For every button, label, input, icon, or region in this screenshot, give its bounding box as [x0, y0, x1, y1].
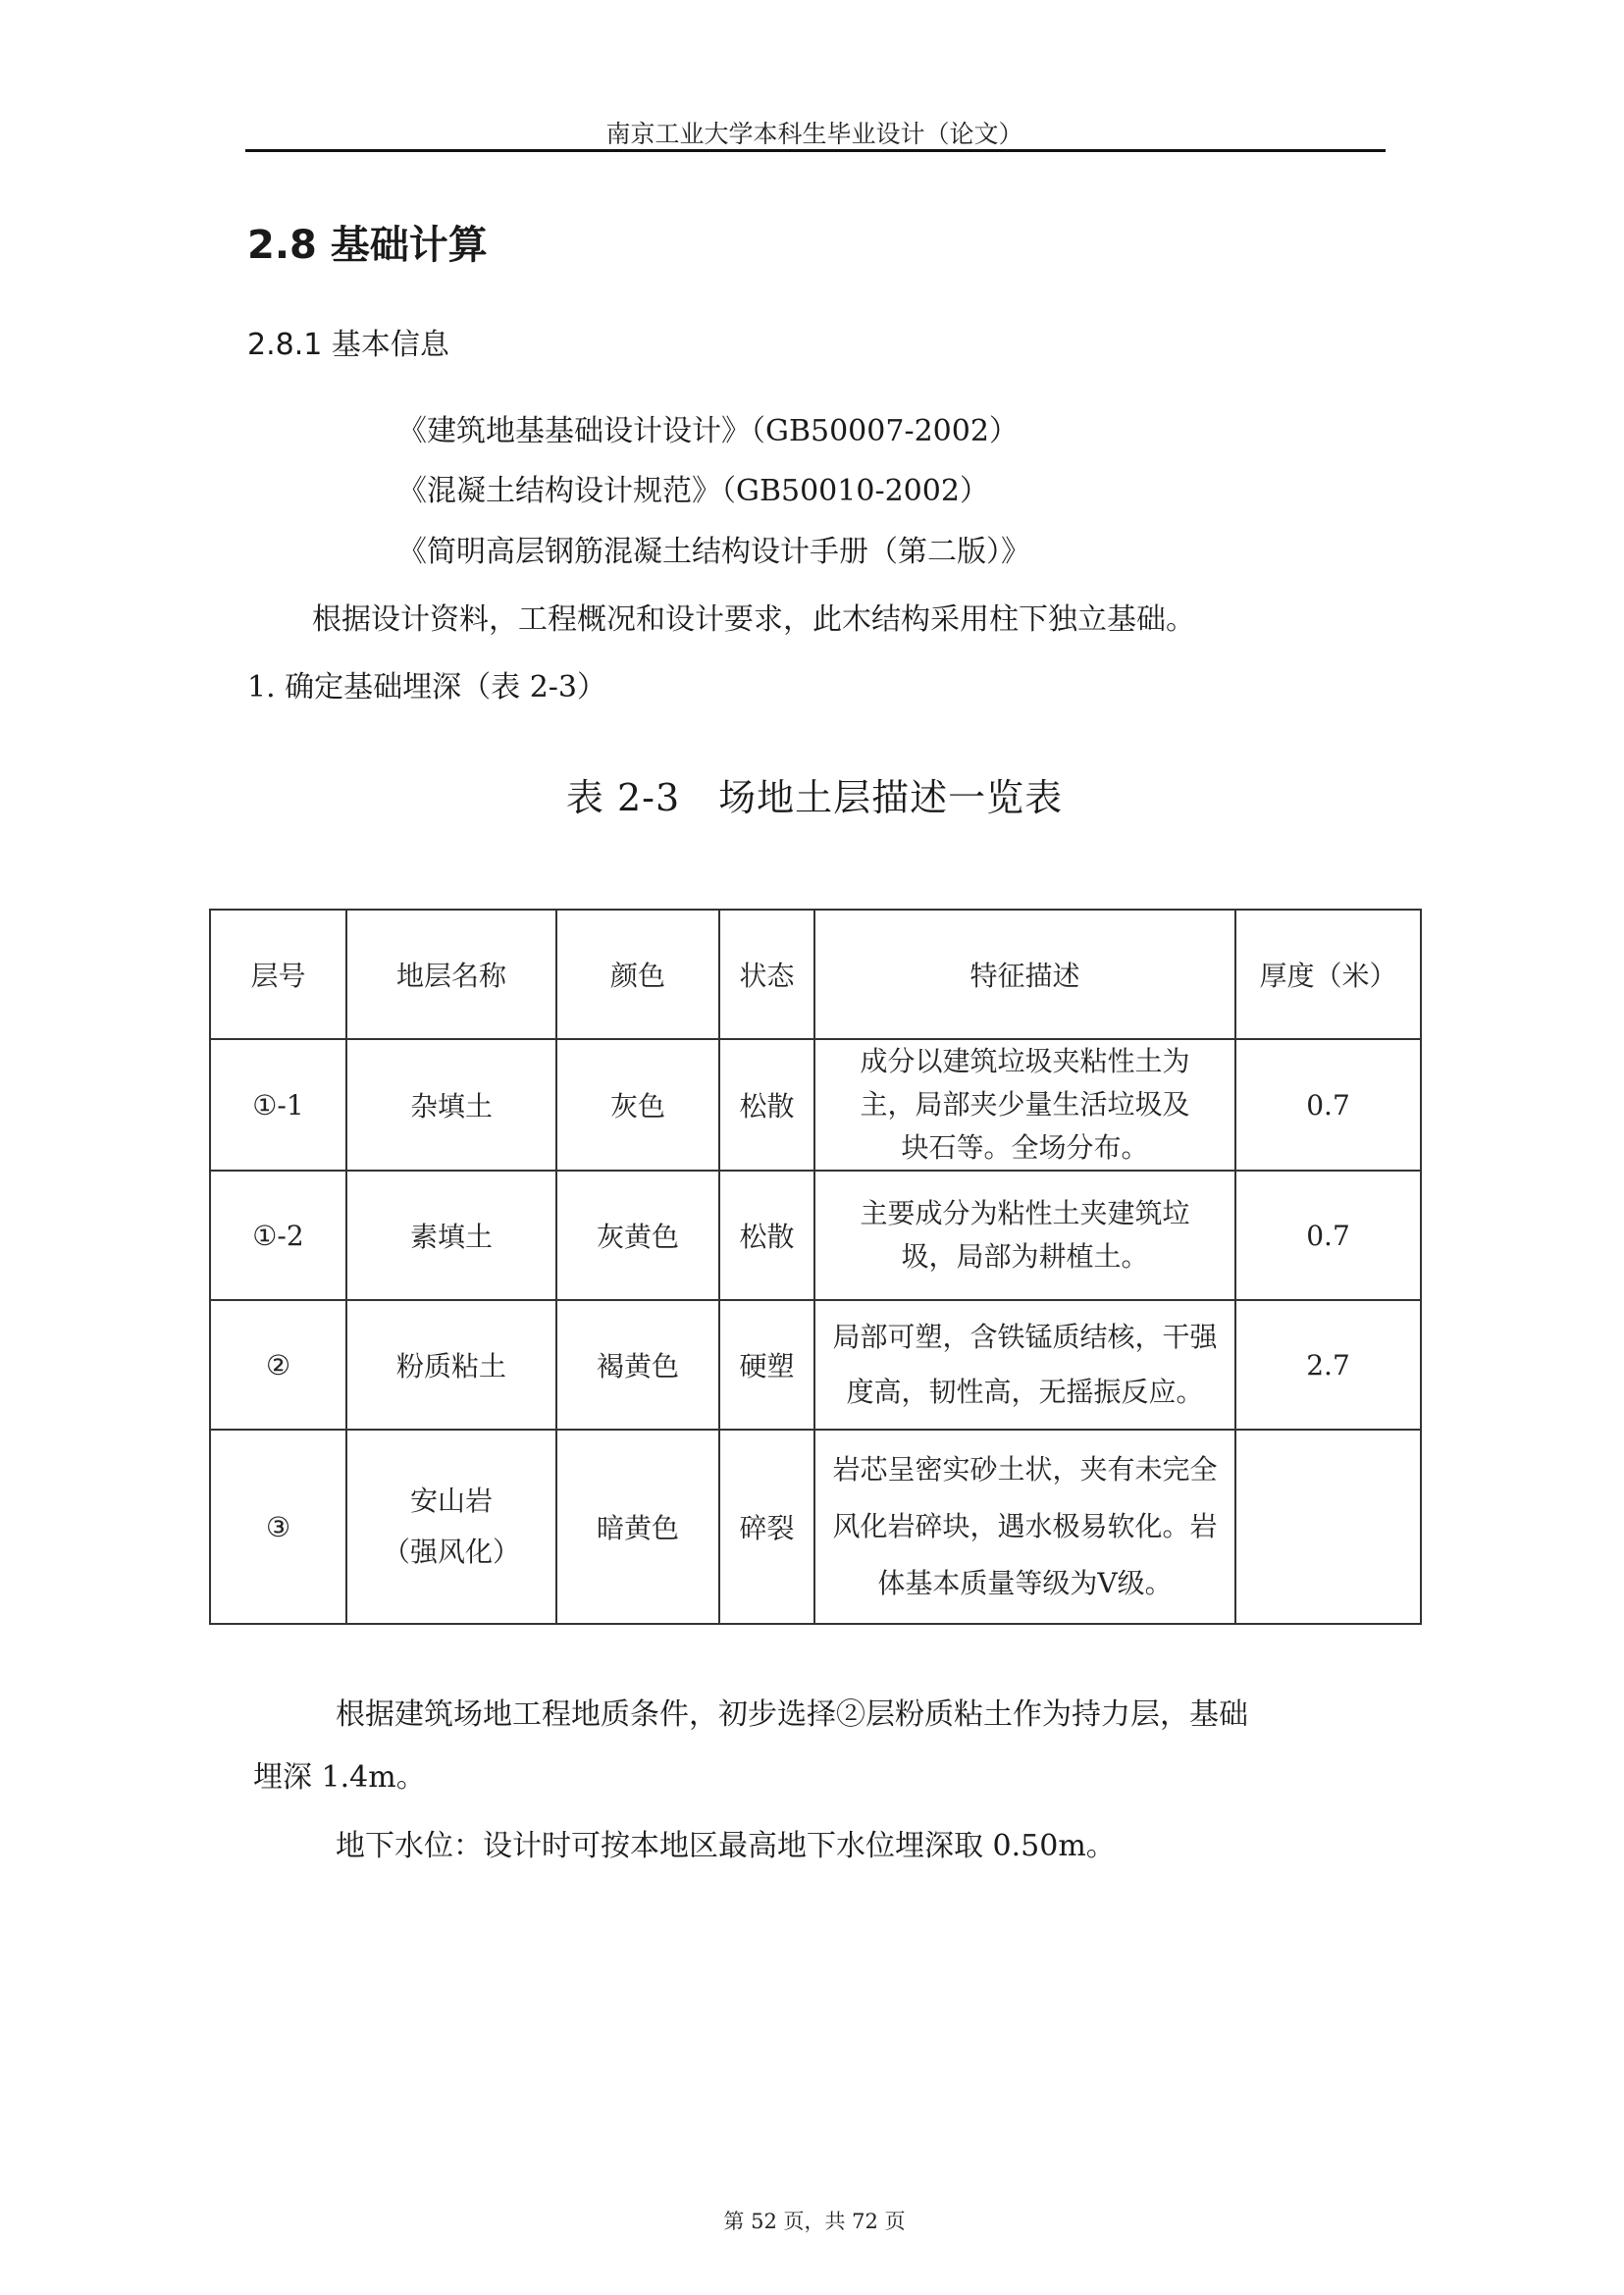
- layer-description: [814, 1039, 1235, 1171]
- layer-name-line: 安山岩: [409, 1485, 493, 1517]
- description-line: 局部可塑，含铁锰质结核，干强: [832, 1321, 1218, 1353]
- bearing-layer-paragraph: 根据建筑场地工程地质条件，初步选择②层粉质粘土作为持力层，基础: [336, 1697, 1248, 1732]
- layer-name: [346, 1430, 556, 1624]
- soil-layer-table: [209, 909, 1422, 1625]
- description-line: 块石等。全场分布。: [901, 1131, 1149, 1164]
- layer-number: ①-1: [210, 1039, 346, 1171]
- reference-line: 《混凝土结构设计规范》（GB50010-2002）: [397, 474, 989, 508]
- layer-number: ①-2: [210, 1171, 346, 1300]
- layer-name: 粉质粘土: [346, 1300, 556, 1430]
- header-cell: 特征描述: [814, 910, 1235, 1039]
- bearing-layer-paragraph-cont: 埋深 1.4m。: [253, 1760, 426, 1795]
- header-cell: 状态: [719, 910, 814, 1039]
- layer-name-line: （强风化）: [382, 1536, 520, 1568]
- description-line: 度高，韧性高，无摇振反应。: [846, 1376, 1204, 1408]
- layer-thickness: 0.7: [1235, 1039, 1421, 1171]
- subsection-title: 2.8.1 基本信息: [247, 328, 449, 362]
- description-line: 体基本质量等级为Ⅴ级。: [877, 1567, 1173, 1599]
- table-header-row: [210, 910, 1421, 1039]
- layer-thickness: 2.7: [1235, 1300, 1421, 1430]
- reference-line: 《建筑地基基础设计设计》（GB50007-2002）: [397, 414, 1019, 448]
- table-caption: 表 2-3 场地土层描述一览表: [565, 776, 1064, 819]
- layer-thickness: 0.7: [1235, 1171, 1421, 1300]
- layer-color: 暗黄色: [556, 1430, 719, 1624]
- description-line: 风化岩碎块，遇水极易软化。岩: [832, 1510, 1218, 1542]
- layer-state: 碎裂: [719, 1430, 814, 1624]
- layer-name: 杂填土: [346, 1039, 556, 1171]
- table-row: [210, 1171, 1421, 1300]
- page-number: 第 52 页，共 72 页: [723, 2210, 906, 2233]
- layer-description: [814, 1300, 1235, 1430]
- header-cell: 厚度（米）: [1235, 910, 1421, 1039]
- intro-paragraph: 根据设计资料，工程概况和设计要求，此木结构采用柱下独立基础。: [312, 602, 1195, 637]
- description-line: 主，局部夹少量生活垃圾及: [860, 1088, 1190, 1121]
- layer-description: [814, 1430, 1235, 1624]
- reference-line: 《简明高层钢筋混凝土结构设计手册（第二版）》: [397, 535, 1030, 569]
- header-cell: 颜色: [556, 910, 719, 1039]
- description-line: 岩芯呈密实砂土状，夹有未完全: [832, 1453, 1218, 1486]
- layer-number: ③: [210, 1430, 346, 1624]
- layer-color: 灰黄色: [556, 1171, 719, 1300]
- layer-color: 灰色: [556, 1039, 719, 1171]
- layer-name: 素填土: [346, 1171, 556, 1300]
- layer-thickness: [1235, 1430, 1421, 1624]
- layer-color: 褐黄色: [556, 1300, 719, 1430]
- groundwater-paragraph: 地下水位：设计时可按本地区最高地下水位埋深取 0.50m。: [336, 1829, 1116, 1863]
- header-cell: 地层名称: [346, 910, 556, 1039]
- layer-number: ②: [210, 1300, 346, 1430]
- description-line: 成分以建筑垃圾夹粘性土为: [860, 1045, 1190, 1077]
- header-rule: [245, 149, 1386, 152]
- header-cell: 层号: [210, 910, 346, 1039]
- description-line: 主要成分为粘性土夹建筑垃: [860, 1197, 1190, 1229]
- running-header: 南京工业大学本科生毕业设计（论文）: [605, 120, 1023, 148]
- table-row: [210, 1300, 1421, 1430]
- layer-description: [814, 1171, 1235, 1300]
- table-row: [210, 1039, 1421, 1171]
- layer-state: 松散: [719, 1039, 814, 1171]
- step-heading: 1. 确定基础埋深（表 2-3）: [247, 670, 607, 704]
- section-title: 2.8 基础计算: [247, 223, 488, 268]
- layer-state: 松散: [719, 1171, 814, 1300]
- table-row: [210, 1430, 1421, 1624]
- layer-state: 硬塑: [719, 1300, 814, 1430]
- description-line: 圾，局部为耕植土。: [901, 1240, 1149, 1273]
